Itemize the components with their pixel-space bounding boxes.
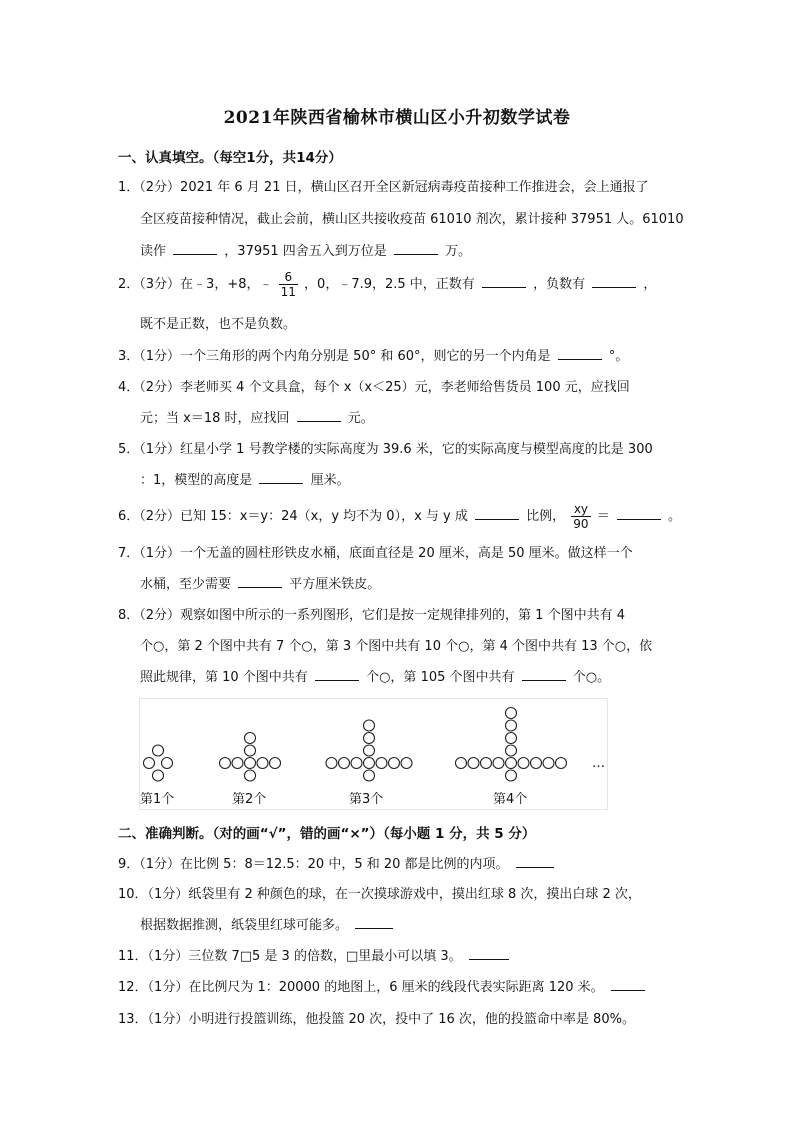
pattern-circle: [245, 770, 256, 781]
question-text: 个○。: [572, 670, 611, 685]
answer-blank[interactable]: [482, 275, 526, 288]
question-text: ，: [643, 277, 657, 292]
pattern-circle: [364, 720, 375, 731]
pattern-circle: [232, 758, 243, 769]
question-13: [118, 1008, 635, 1027]
figure-caption: 第4个: [493, 792, 528, 807]
question-text: 根据数据推测，纸袋里红球可能多。: [140, 918, 349, 933]
question-6: [118, 502, 681, 531]
pattern-circle: [162, 758, 173, 769]
question-text: 读作: [140, 244, 167, 259]
pattern-circle: [245, 745, 256, 756]
question-text: 元。: [347, 411, 374, 426]
fraction-numerator: 6: [279, 270, 298, 285]
answer-blank[interactable]: [259, 471, 303, 484]
question-4-line-2: [140, 407, 374, 426]
question-12: [118, 976, 648, 995]
answer-blank[interactable]: [617, 507, 661, 520]
question-8-line-2: 个○，第 2 个图中共有 7 个○，第 3 个图中共有 10 个○，第 4 个图中共有 13 个○，依: [140, 639, 653, 654]
question-8-line-3: [140, 666, 610, 685]
pattern-circle: [506, 708, 517, 719]
pattern-circle: [153, 770, 164, 781]
question-text: 万。: [445, 244, 472, 259]
answer-blank[interactable]: [469, 947, 509, 960]
question-text: ，0，﹣7.9，2.5 中，正数有: [304, 277, 475, 292]
pattern-circle: [481, 758, 492, 769]
section-heading-judgement: 二、准确判断。（对的画“√”，错的画“×”）（每小题 1 分，共 5 分）: [118, 826, 536, 842]
pattern-circle: [556, 758, 567, 769]
pattern-circle: [364, 758, 375, 769]
question-3: [118, 345, 628, 364]
pattern-circle: [364, 770, 375, 781]
pattern-circle: [389, 758, 400, 769]
answer-blank[interactable]: [297, 409, 341, 422]
question-text: 2．（3分）在﹣3，+8，﹣: [118, 277, 273, 292]
pattern-circle: [376, 758, 387, 769]
answer-blank[interactable]: [315, 668, 359, 681]
pattern-circle: [506, 758, 517, 769]
answer-blank[interactable]: [592, 275, 636, 288]
question-text: 12．（1分）在比例尺为 1：20000 的地图上，6 厘米的线段代表实际距离 120 米。: [118, 980, 604, 995]
question-text: ，37951 四舍五入到万位是: [224, 244, 387, 259]
question-2-line-1: [118, 270, 656, 299]
pattern-circle: [493, 758, 504, 769]
question-text: 。: [668, 509, 682, 524]
fraction: [279, 270, 298, 299]
question-11: [118, 945, 512, 964]
question-text: 3．（1分）一个三角形的两个内角分别是 50° 和 60°，则它的另一个内角是: [118, 349, 551, 364]
question-10-line-1: 10．（1分）纸袋里有 2 种颜色的球，在一次摸球游戏中，摸出红球 8 次，摸出白球 2 次，: [118, 887, 641, 902]
pattern-circle: [531, 758, 542, 769]
answer-blank[interactable]: [516, 855, 554, 868]
question-text: 比例，: [526, 509, 566, 524]
fraction-denominator: 11: [280, 285, 296, 299]
question-5-line-1: 5．（1分）红星小学 1 号教学楼的实际高度为 39.6 米，它的实际高度与模型高度的比是 300: [118, 442, 653, 457]
answer-blank[interactable]: [611, 978, 645, 991]
fraction-denominator: 90: [573, 517, 589, 531]
pattern-circle: [245, 758, 256, 769]
pattern-circle: [270, 758, 281, 769]
answer-blank[interactable]: [238, 575, 282, 588]
page-title: 2021年陕西省榆林市横山区小升初数学试卷: [223, 108, 571, 128]
question-text: 13．（1分）小明进行投篮训练，他投篮 20 次，投中了 16 次，他的投篮命中率是 80%。: [118, 1012, 635, 1027]
question-5-line-2: [140, 469, 350, 488]
pattern-circle: [220, 758, 231, 769]
pattern-circle: [153, 745, 164, 756]
pattern-figure: [139, 698, 608, 810]
pattern-circle: [506, 745, 517, 756]
question-text: ：1，模型的高度是: [140, 473, 253, 488]
fraction: [571, 502, 590, 531]
question-8-line-1: 8．（2分）观察如图中所示的一系列图形，它们是按一定规律排列的，第 1 个图中共有 4: [118, 608, 625, 623]
figure-caption: 第1个: [140, 792, 175, 807]
pattern-circle: [506, 733, 517, 744]
question-7-line-1: 7．（1分）一个无盖的圆柱形铁皮水桶，底面直径是 20 厘米，高是 50 厘米。做这样一个: [118, 546, 633, 561]
question-text: 水桶，至少需要: [140, 577, 232, 592]
section-heading-fill-in: 一、认真填空。（每空1分，共14分）: [118, 150, 342, 166]
question-text: ＝: [596, 509, 610, 524]
answer-blank[interactable]: [355, 916, 393, 929]
figure-caption: 第2个: [232, 792, 267, 807]
answer-blank[interactable]: [394, 242, 438, 255]
pattern-circle: [364, 733, 375, 744]
pattern-circle: [245, 733, 256, 744]
question-text: 9．（1分）在比例 5：8＝12.5：20 中，5 和 20 都是比例的内项。: [118, 857, 509, 872]
figure-caption: 第3个: [349, 792, 384, 807]
pattern-circle: [543, 758, 554, 769]
answer-blank[interactable]: [173, 242, 217, 255]
question-text: 个○，第 105 个图中共有: [366, 670, 515, 685]
pattern-svg: [140, 699, 607, 809]
question-10-line-2: [140, 914, 396, 933]
pattern-circle: [518, 758, 529, 769]
pattern-circle: [364, 745, 375, 756]
question-7-line-2: [140, 573, 380, 592]
question-2-line-2: 既不是正数，也不是负数。: [140, 317, 297, 332]
pattern-circle: [456, 758, 467, 769]
question-1-line-1: 1．（2分）2021 年 6 月 21 日，横山区召开全区新冠病毒疫苗接种工作推进会，会上通报了: [118, 180, 649, 195]
pattern-circle: [257, 758, 268, 769]
question-text: 元；当 x＝18 时，应找回: [140, 411, 290, 426]
pattern-circle: [351, 758, 362, 769]
answer-blank[interactable]: [558, 347, 602, 360]
pattern-circle: [468, 758, 479, 769]
question-text: 平方厘米铁皮。: [289, 577, 381, 592]
question-text: 11．（1分）三位数 7□5 是 3 的倍数，□里最小可以填 3。: [118, 949, 462, 964]
pattern-circle: [401, 758, 412, 769]
ellipsis: …: [592, 756, 605, 771]
pattern-circle: [144, 758, 155, 769]
question-text: ，负数有: [533, 277, 586, 292]
fraction-numerator: xy: [571, 502, 590, 517]
pattern-circle: [339, 758, 350, 769]
question-text: 6．（2分）已知 15：x＝y：24（x，y 均不为 0），x 与 y 成: [118, 509, 468, 524]
question-text: 厘米。: [310, 473, 350, 488]
pattern-circle: [326, 758, 337, 769]
pattern-circle: [506, 720, 517, 731]
question-9: [118, 853, 557, 872]
question-1-line-2: 全区疫苗接种情况，截止会前，横山区共接收疫苗 61010 剂次，累计接种 37951 人。61010: [140, 212, 684, 227]
answer-blank[interactable]: [522, 668, 566, 681]
question-4-line-1: 4．（2分）李老师买 4 个文具盒，每个 x（x＜25）元，李老师给售货员 100 元，应找回: [118, 380, 630, 395]
answer-blank[interactable]: [475, 507, 519, 520]
question-1-line-3: [140, 240, 471, 259]
question-text: 照此规律，第 10 个图中共有: [140, 670, 308, 685]
pattern-circle: [506, 770, 517, 781]
question-text: °。: [608, 349, 629, 364]
